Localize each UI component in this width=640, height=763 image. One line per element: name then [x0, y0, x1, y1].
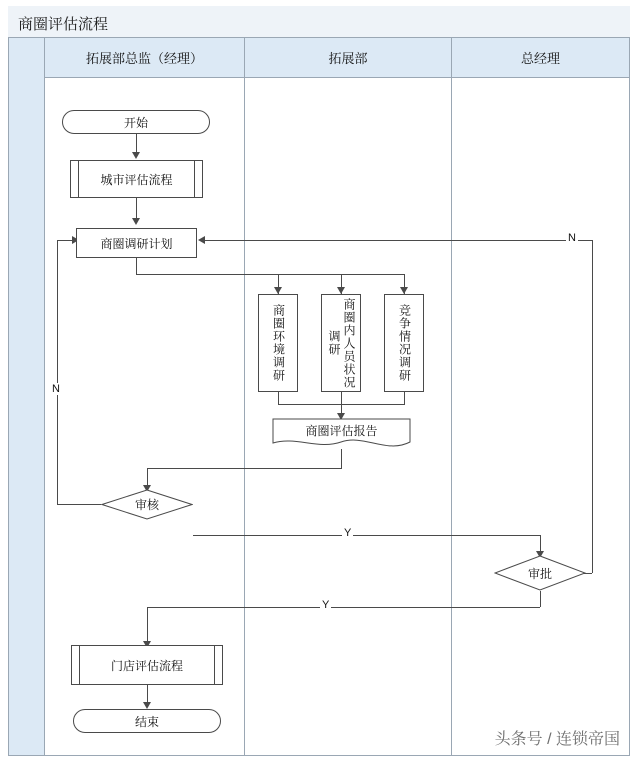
node-review-label: 审核 — [134, 498, 159, 512]
edge-approve-no-back — [202, 240, 592, 241]
edge-bus-env-arrow — [274, 287, 282, 294]
node-survey-env[interactable] — [258, 294, 298, 392]
edge-branch-bus — [136, 274, 404, 275]
lane-label-director: 拓展部总监（经理） — [85, 51, 203, 66]
node-survey-people-label: 商圈内人员状况调研 — [327, 297, 356, 389]
node-report-label: 商圈评估报告 — [305, 423, 378, 438]
lane-header-gm — [452, 38, 629, 78]
edge-approve-yes-h — [147, 607, 540, 608]
edge-bus-comp-arrow — [400, 287, 408, 294]
edge-start-city-arrow — [132, 152, 140, 159]
edge-env-merge — [278, 392, 279, 404]
edge-label-approve-no: N — [568, 232, 576, 244]
lane-header-director — [45, 38, 245, 78]
edge-start-city — [136, 134, 137, 154]
node-report[interactable] — [272, 418, 411, 450]
node-plan-label: 商圈调研计划 — [100, 236, 173, 251]
edge-label-review-no: N — [52, 383, 60, 395]
title-bar — [8, 6, 630, 38]
node-city-eval-label: 城市评估流程 — [100, 172, 173, 187]
lane-label-gm: 总经理 — [520, 51, 560, 66]
edge-approve-yes-down — [147, 607, 148, 645]
node-city-eval[interactable] — [70, 160, 203, 198]
edge-approve-no-v — [592, 240, 593, 573]
node-survey-env-label: 商圈环境调研 — [271, 304, 286, 382]
edge-label-review-yes: Y — [344, 527, 352, 539]
watermark: 头条号 / 连锁帝国 — [494, 731, 620, 748]
node-store-eval-label: 门店评估流程 — [110, 658, 183, 673]
edge-review-yes-h — [193, 535, 540, 536]
page-title: 商圈评估流程 — [18, 16, 109, 33]
node-store-eval[interactable] — [71, 645, 223, 685]
node-plan[interactable] — [76, 228, 197, 258]
edge-review-no-v — [57, 240, 58, 504]
edge-approve-no-arrow — [198, 236, 205, 244]
edge-city-plan-arrow — [132, 218, 140, 225]
edge-approve-yes-v — [540, 591, 541, 607]
node-end[interactable] — [73, 709, 221, 733]
lane-header-dept — [245, 38, 452, 78]
edge-city-plan — [136, 198, 137, 220]
node-start-label: 开始 — [123, 115, 148, 130]
edge-report-to-review — [147, 468, 342, 469]
node-survey-people[interactable] — [321, 294, 361, 392]
node-review[interactable] — [101, 489, 193, 520]
edge-store-end-arrow — [143, 702, 151, 709]
node-survey-competition-label: 竞争情况调研 — [397, 304, 412, 382]
edge-comp-merge — [404, 392, 405, 404]
edge-label-approve-yes: Y — [322, 599, 330, 611]
node-approve[interactable] — [494, 555, 586, 591]
edge-bus-people-arrow — [337, 287, 345, 294]
node-approve-label: 审批 — [527, 566, 552, 581]
edge-people-merge — [341, 392, 342, 404]
node-end-label: 结束 — [134, 714, 159, 729]
swimlane-label-strip — [9, 38, 45, 755]
edge-plan-down — [136, 258, 137, 274]
lane-body-gm — [452, 78, 629, 755]
lane-body-dept — [245, 78, 452, 755]
node-survey-competition[interactable] — [384, 294, 424, 392]
node-start[interactable] — [62, 110, 210, 134]
edge-report-down — [341, 449, 342, 468]
edge-review-no-h — [57, 504, 101, 505]
lane-label-dept: 拓展部 — [328, 51, 368, 66]
